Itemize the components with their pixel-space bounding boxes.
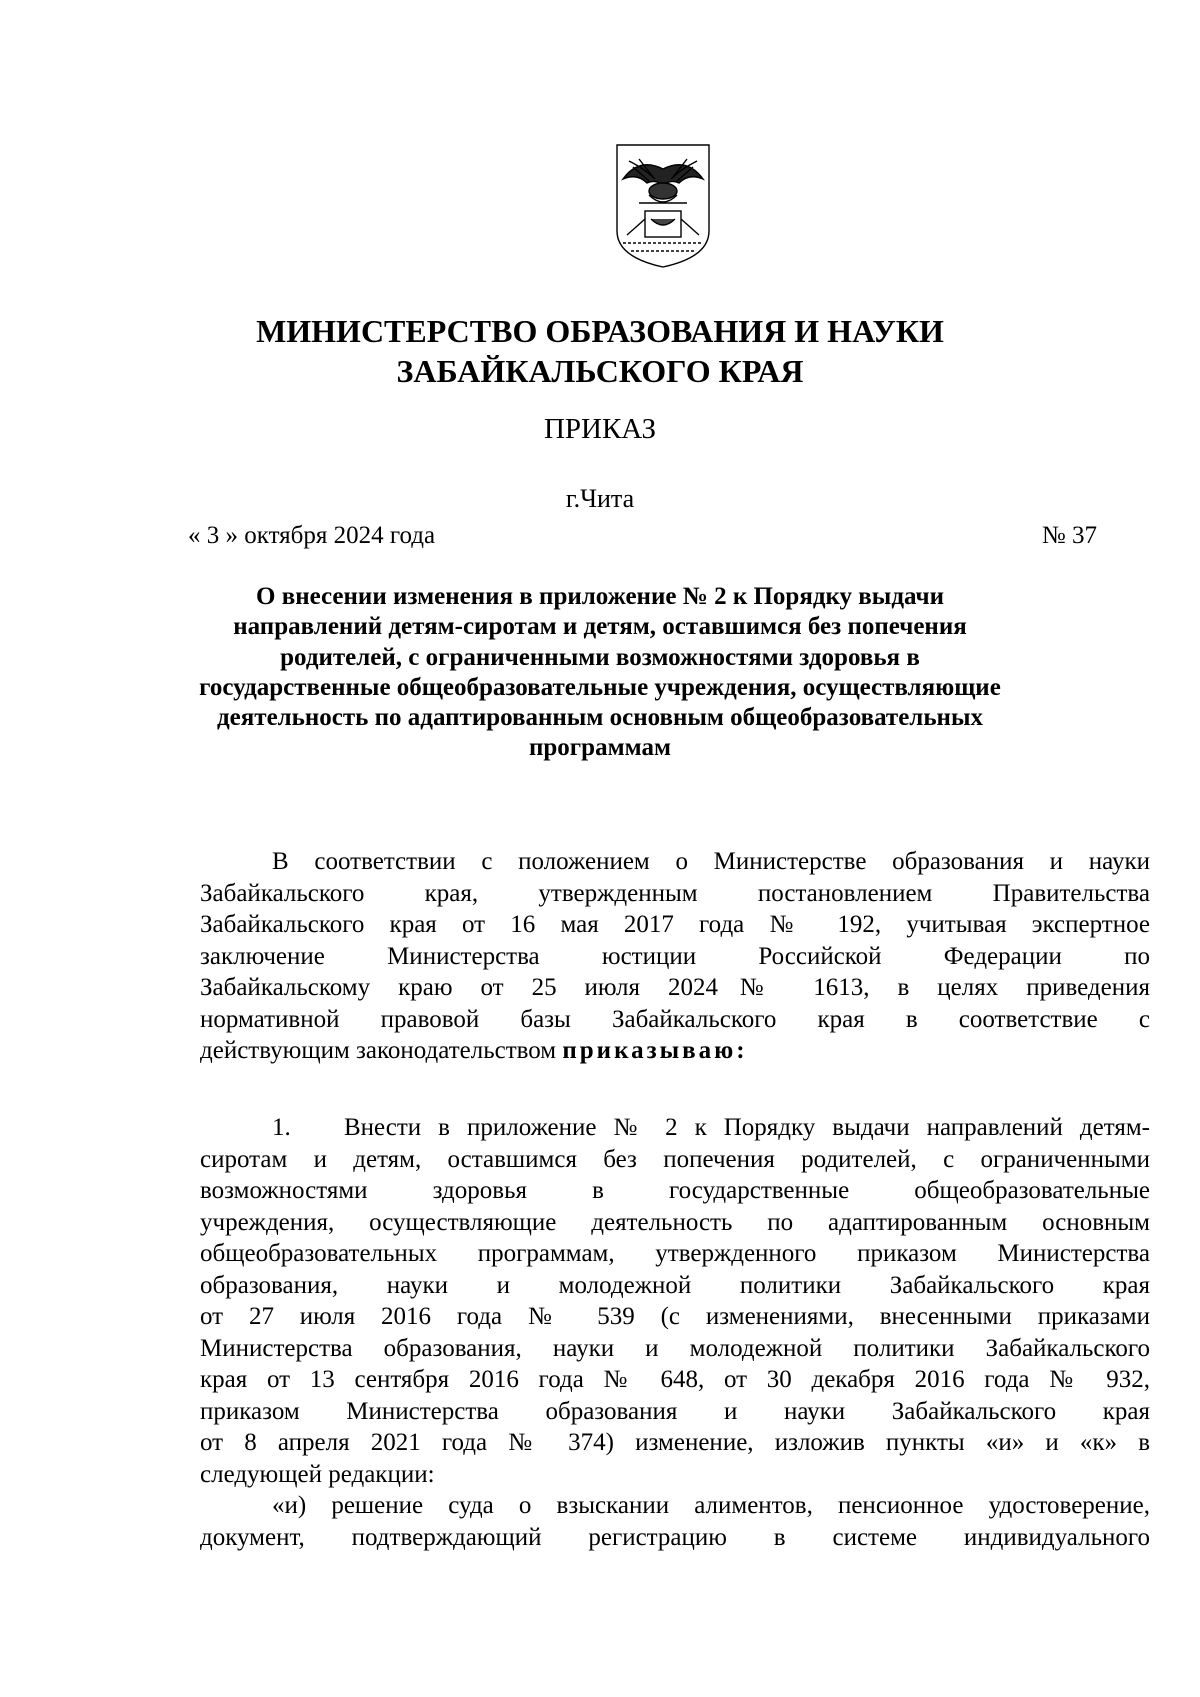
subject-line: родителей, с ограниченными возможностями здоровья в — [280, 643, 920, 671]
item-1-line: приказом Министерства образования и науки Забайкальского края — [200, 1397, 1150, 1425]
subject-line: направлений детям-сиротам и детям, оставшимся без попечения — [233, 613, 967, 641]
document-type: ПРИКАЗ — [543, 413, 657, 445]
order-word: приказываю: — [562, 1037, 748, 1064]
item-1-first-line — [200, 1112, 1150, 1144]
item-1-paragraph — [200, 1112, 1150, 1553]
subject-line: О внесении изменения в приложение № 2 к Порядку выдачи — [256, 583, 944, 610]
preamble-line: В соответствии с положением о Министерстве образования и науки — [272, 848, 1150, 875]
preamble-line: заключение Министерства юстиции Российской Федерации по — [200, 942, 1150, 970]
preamble-paragraph — [200, 846, 1150, 1067]
coat-of-arms-emblem — [609, 139, 717, 271]
item-1-line: возможностями здоровья в государственные общеобразовательные — [200, 1177, 1150, 1204]
item-number: 1. — [272, 1114, 291, 1141]
org-line-1: МИНИСТЕРСТВО ОБРАЗОВАНИЯ И НАУКИ — [256, 313, 944, 349]
preamble-last-text: действующим законодательством — [200, 1037, 563, 1064]
subject-line: программам — [529, 734, 671, 762]
preamble-line: Забайкальского края, утвержденным постановлением Правительства — [200, 879, 1150, 907]
item-1-line: Министерства образования, науки и молодежной политики Забайкальского — [200, 1334, 1150, 1362]
preamble-line: Забайкальского края от 16 мая 2017 года № 192, учитывая экспертное — [200, 911, 1150, 938]
subject-line: деятельность по адаптированным основным общеобразовательных — [217, 704, 983, 732]
item-1-line: от 27 июля 2016 года № 539 (с изменениями, внесенными приказами — [200, 1303, 1150, 1330]
item-1-text: Внести в приложение № 2 к Порядку выдачи направлений детям- — [344, 1114, 1150, 1141]
item-1-line: общеобразовательных программам, утвержденного приказом Министерства — [200, 1240, 1150, 1267]
preamble-last-line — [200, 1035, 1150, 1067]
item-1-line: сиротам и детям, оставшимся без попечения родителей, с ограниченными — [200, 1145, 1150, 1173]
item-1-line: края от 13 сентября 2016 года № 648, от 30 декабря 2016 года № 932, — [200, 1366, 1150, 1393]
quote-line: документ, подтверждающий регистрацию в системе индивидуального — [200, 1523, 1150, 1551]
preamble-line: нормативной правовой базы Забайкальского края в соответствие с — [200, 1005, 1150, 1033]
item-1-last-line: следующей редакции: — [200, 1460, 435, 1488]
item-1-line: учреждения, осуществляющие деятельность по адаптированным основным — [200, 1208, 1150, 1236]
preamble-line: Забайкальскому краю от 25 июля 2024№ 1613, в целях приведения — [200, 974, 1150, 1001]
quote-line: «и) решение суда о взыскании алиментов, пенсионное удостоверение, — [272, 1492, 1150, 1519]
document-number: № 37 — [1041, 522, 1097, 549]
org-line-2: ЗАБАЙКАЛЬСКОГО КРАЯ — [396, 353, 804, 389]
document-subject — [150, 582, 1050, 764]
item-1-line: от 8 апреля 2021 года № 374) изменение, изложив пункты «и» и «к» в — [200, 1429, 1150, 1456]
city: г.Чита — [565, 484, 635, 513]
item-1-line: образования, науки и молодежной политики Забайкальского края — [200, 1271, 1150, 1299]
organization-name — [0, 311, 1200, 391]
subject-line: государственные общеобразовательные учреждения, осуществляющие — [199, 673, 1001, 701]
document-date: « 3 » октября 2024 года — [188, 522, 436, 549]
